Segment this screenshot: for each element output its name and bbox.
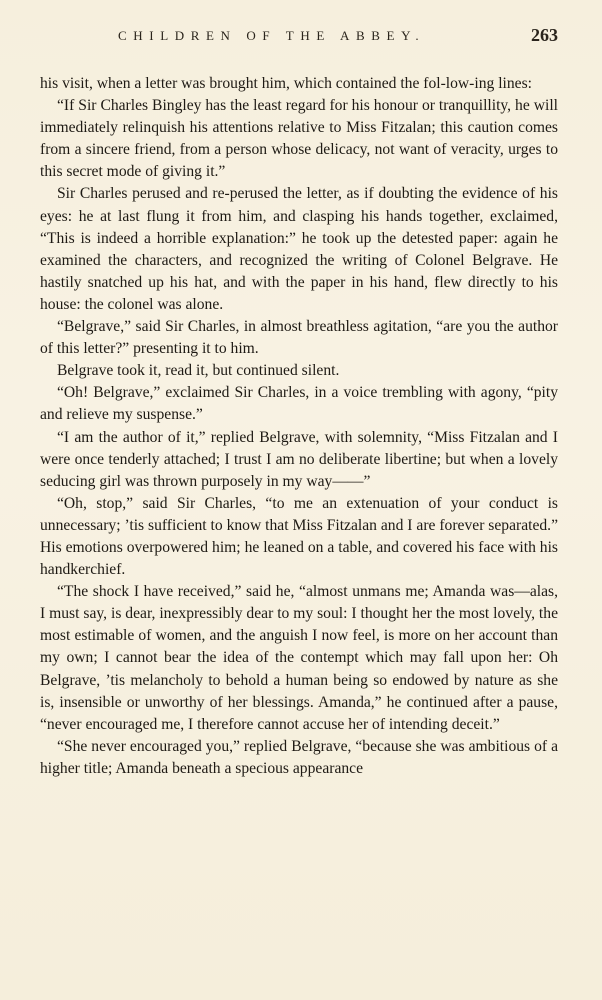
paragraph: “Belgrave,” said Sir Charles, in almost breathless agitation, “are you the author of this letter?” presenting it to him. <box>40 318 558 358</box>
page-header <box>118 25 558 50</box>
paragraph: “She never encouraged you,” replied Belgrave, “because she was ambitious of a higher title; Amanda beneath a specious appearance <box>40 737 558 777</box>
page-number: 263 <box>531 25 558 45</box>
paragraph: Sir Charles perused and re-perused the letter, as if doubting the evidence of his eyes: he at last flung it from him, and clasping his hands together, exclaimed, “This is indeed a horrible explanation:” he took up the detested paper: again he examined the characters, and recognized the writing of Colonel Belgrave. He hastily snatched up his hat, and with the paper in his hand, flew directly to his house: the colonel was alone. <box>40 185 558 313</box>
paragraph: “If Sir Charles Bingley has the least regard for his honour or tranquillity, he will immediately relinquish his attentions relative to Miss Fitzalan; this caution comes from a sincere friend, from a person whose delicacy, not want of veracity, urges to this secret mode of giving it.” <box>40 97 558 181</box>
paragraph: “Oh, stop,” said Sir Charles, “to me an extenuation of your conduct is unnecessary; ’tis sufficient to know that Miss Fitzalan and I are forever separated.” His emotions overpowered him; he leaned on a table, and covered his face with his handkerchief. <box>40 494 558 579</box>
running-title: CHILDREN OF THE ABBEY. <box>118 28 426 43</box>
paragraph: “The shock I have received,” said he, “almost unmans me; Amanda was—alas, I must say, is dear, inexpressibly dear to my soul: I thought her the most lovely, the most estimable of women, and the anguish I now feel, is more on her account than my own; I cannot bear the idea of the contempt which may fall upon her: Oh Belgrave, ’tis melancholy to behold a human being so endowed by nature as she is, insensible or unworthy of her blessings. Amanda,” he continued after a pause, “never encouraged me, I therefore cannot accuse her of intending deceit.” <box>40 583 558 733</box>
paragraph: “I am the author of it,” replied Belgrave, with solemnity, “Miss Fitzalan and I were once tenderly attached; I trust I am no deliberate libertine; but when a lovely seducing girl was thrown purposely in my way——” <box>40 428 558 490</box>
paragraph: “Oh! Belgrave,” exclaimed Sir Charles, in a voice trembling with agony, “pity and relieve my suspense.” <box>40 384 558 424</box>
paragraph: his visit, when a letter was brought him, which contained the fol-low-ing lines: <box>40 75 532 92</box>
paragraph: Belgrave took it, read it, but continued silent. <box>57 362 340 380</box>
body-text <box>40 73 558 780</box>
